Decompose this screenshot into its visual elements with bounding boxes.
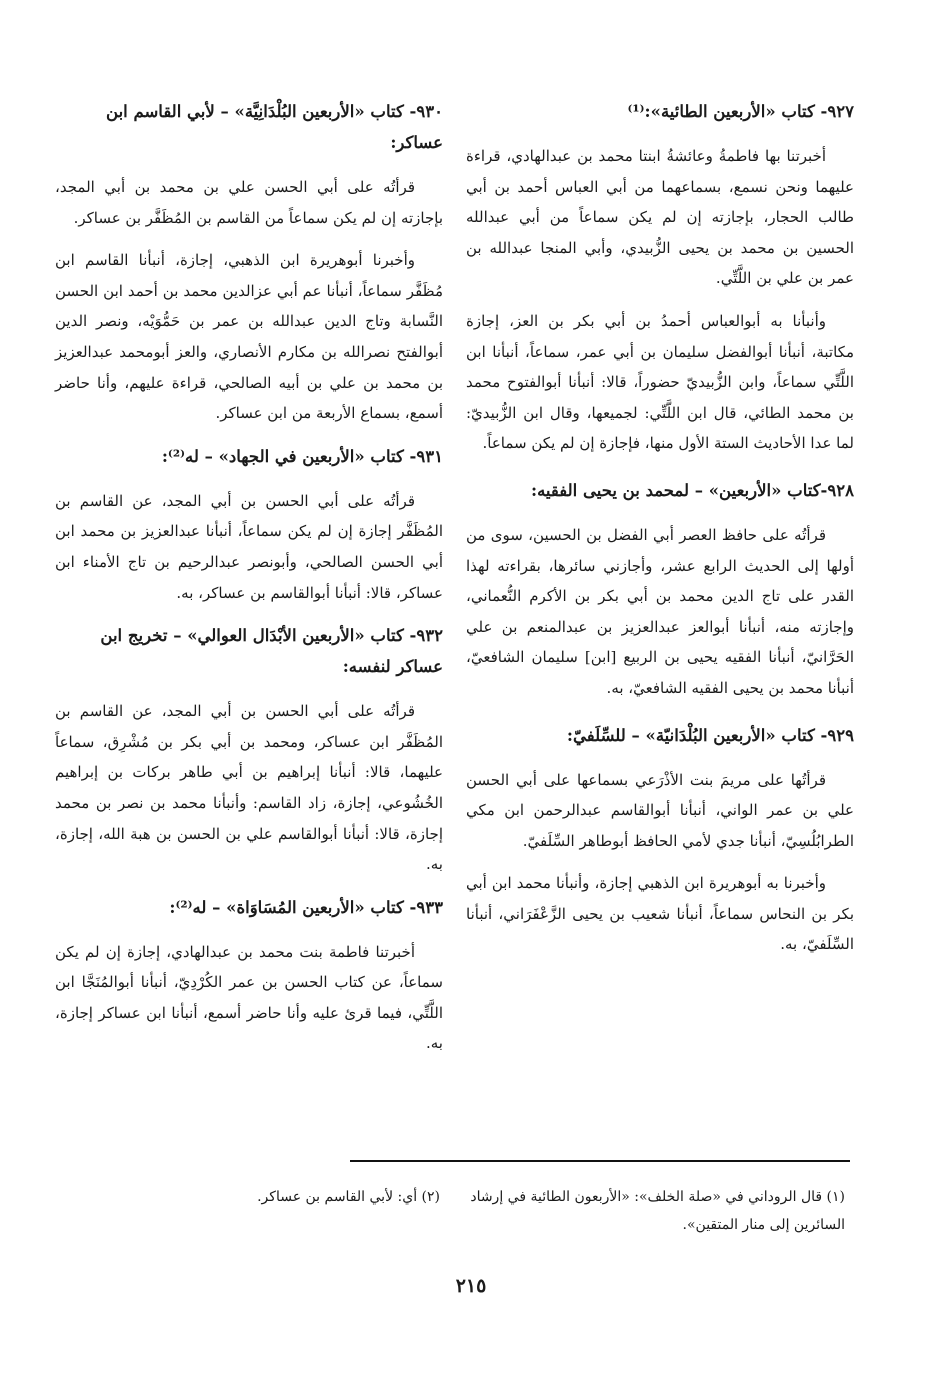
entry-heading-932: ٩٣٢- كتاب «الأربعين الأبْدَال العوالي» – تخريج ابن عساكر لنفسه:: [100, 626, 443, 677]
entry-930-paragraph-2: وأخبرنا أبوهريرة ابن الذهبي، إجازة، أنبأنا القاسم ابن مُظَفَّر سماعاً، أنبأنا عم أبي عزالدين محمد بن أحمد ابن الحسن النَّسابة وتاج الدين عبدالله بن عمر بن حَمُّوَيْه، ونصر الدين أبوالفتح نصرالله بن مكارم الأنصاري، والعز أبومحمد عبدالعزيز بن محمد بن علي بن أبيه الصالحي، قراءة عليهم، وأنا حاضر أسمع، بسماع الأربعة من ابن عساكر.: [55, 251, 443, 423]
entry-929-paragraph-2: وأخبرنا به أبوهريرة ابن الذهبي إجازة، وأنبأنا محمد ابن أبي بكر بن النحاس سماعاً، أنبأنا شعيب بن يحيى الزَّعْفَرَاني، أنبأنا السِّلَفيّ، به.: [466, 874, 854, 954]
left-column: [55, 96, 443, 1071]
entry-heading-927: ٩٢٧- كتاب «الأربعين الطائية»:⁽¹⁾: [627, 102, 854, 121]
footnote-2: (٢) أي: لأبي القاسم بن عساكر.: [257, 1189, 440, 1205]
footnote-1: (١) قال الروداني في «صلة الخلف»: «الأربعون الطائية في إرشاد السائرين إلى منار المتقين».: [470, 1189, 845, 1233]
entry-heading-931: ٩٣١- كتاب «الأربعين في الجهاد» – له⁽²⁾:: [161, 446, 443, 466]
entry-929-paragraph-1: قرأتُها على مريمَ بنت الأذْرَعي بسماعها على أبي الحسن علي بن عمر الواني، أنبأنا أبوالقاسم عبدالرحمن ابن مكي الطرابُلُسِيّ، أنبأنا جدي لأمي الحافظ أبوطاهر السِّلَفيّ.: [466, 770, 854, 850]
entry-930-paragraph-1: قرأتُه على أبي الحسن علي بن محمد بن أبي المجد، بإجازته إن لم يكن سماعاً من القاسم بن المُظَفَّر بن عساكر.: [55, 178, 443, 227]
entry-heading-929: ٩٢٩- كتاب «الأربعين البُلْدَانيّة» – للسِّلَفيّ:: [566, 725, 854, 745]
entry-928-paragraph: قرأتُه على حافظ العصر أبي الفضل بن الحسين، سوى من أولها إلى الحديث الرابع عشر، وأجازني سائرها، بقراءته لهذا القدر على تاج الدين محمد بن أبي بكر بن الأكرم النُّعماني، وإجازته منه، أنبأنا أبوالعز عبدالعزيز بن عبدالمنعم بن علي الحَرَّانيّ، أنبأنا الفقيه يحيى بن الربيع [ابن] سليمان الشافعيّ، أنبأنا محمد بن يحيى الفقيه الشافعيّ، به.: [466, 525, 854, 697]
entry-heading-933: ٩٣٣- كتاب «الأربعين المُسَاوَاة» – له⁽²⁾:: [169, 897, 443, 917]
footnote-divider: [350, 1160, 850, 1162]
right-column: [466, 96, 854, 972]
entry-heading-928: ٩٢٨-كتاب «الأربعين» – لمحمد بن يحيى الفقيه:: [531, 480, 854, 500]
entry-heading-930: ٩٣٠- كتاب «الأربعين البُلْدَانِيَّة» – لأبي القاسم ابن عساكر:: [106, 102, 443, 152]
entry-931-paragraph: قرأتُه على أبي الحسن بن أبي المجد، عن القاسم بن المُظَفَّر إجازة إن لم يكن سماعاً، أنبأنا عبدالعزيز بن محمد ابن أبي الحسن الصالحي، وأبونصر عبدالرحيم بن تاج الأمناء ابن عساكر، قالا: أنبأنا أبوالقاسم بن عساكر، به.: [55, 491, 443, 602]
entry-933-paragraph: أخبرتنا فاطمة بنت محمد بن عبدالهادي، إجازة إن لم يكن سماعاً، عن كتاب الحسن بن عمر الكُرْدِيّ، أنبأنا أبوالمُنَجَّا ابن اللَّتِّي، فيما قرئ عليه وأنا حاضر أسمع، أنبأنا ابن عساكر إجازة، به.: [55, 942, 443, 1053]
entry-932-paragraph: قرأتُه على أبي الحسن بن أبي المجد، عن القاسم بن المُظَفَّر ابن عساكر، ومحمد بن أبي بكر بن مُشْرِق، سماعاً عليهما، قالا: أنبأنا إبراهيم بن أبي طاهر بركات بن إبراهيم الخُشُوعي، إجازة، زاد القاسم: وأنبأنا محمد بن نصر بن محمد إجازة، قالا: أنبأنا أبوالقاسم علي بن الحسن بن هبة الله، إجازة، به.: [55, 702, 443, 874]
page-number: ٢١٥: [455, 1275, 487, 1297]
entry-927-paragraph-1: أخبرتنا بها فاطمةُ وعائشةُ ابنتا محمد بن عبدالهادي، قراءة عليهما ونحن نسمع، بسماعهما من أبي العباس أحمد بن أبي طالب الحجار، بإجازته إن لم يكن سماعاً من أبي عبدالله الحسين بن محمد بن يحيى الزُّبيدي، وأبي المنجا عبدالله بن عمر بن علي بن اللَّتِّي.: [466, 147, 854, 288]
entry-927-paragraph-2: وأنبأنا به أبوالعباس أحمدُ بن أبي بكر بن العز، إجازة مكاتبة، أنبأنا أبوالفضل سليمان بن أبي عمر، سماعاً، أنبأنا ابن اللَّتِّي سماعاً، وابن الزُّبيديّ حضوراً، قالا: أنبأنا أبوالفتوح محمد بن محمد الطائي، قال ابن اللَّتِّي: لجميعها، وقال ابن الزُّبيديّ: لما عدا الأحاديث الستة الأول منها، فإجازة إن لم يكن سماعاً.: [466, 311, 854, 453]
